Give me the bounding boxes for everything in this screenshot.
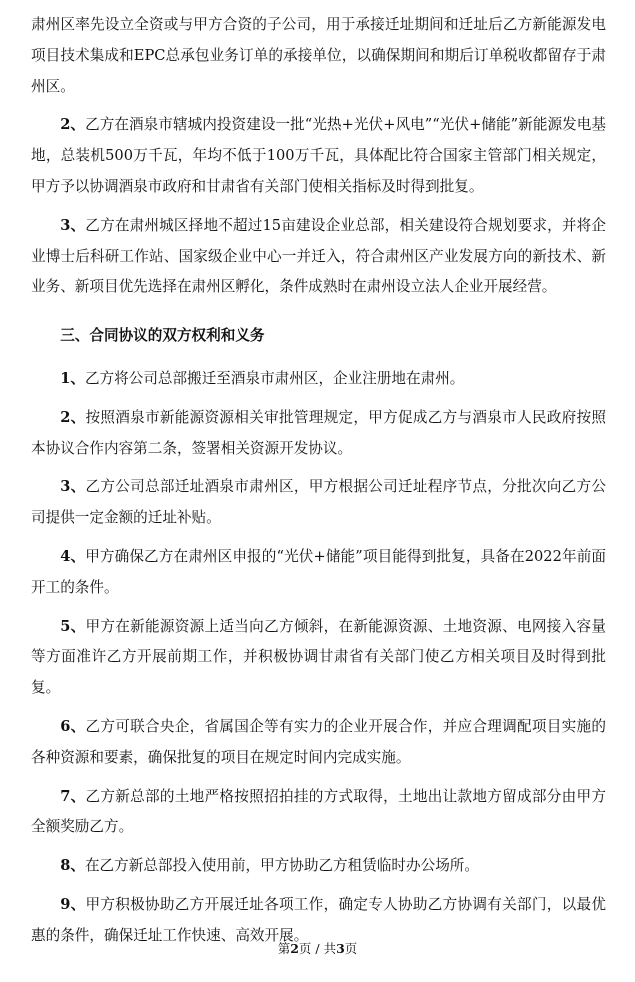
- item-number: 8、: [60, 857, 85, 875]
- item-text: 乙方将公司总部搬迁至酒泉市肃州区，企业注册地在肃州。: [84, 369, 465, 387]
- section3-item-5: [31, 612, 606, 704]
- item-number: 5、: [60, 617, 86, 635]
- item-text: 甲方在新能源资源上适当向乙方倾斜，在新能源资源、土地资源、电网接入容量等方面准许乙方开展前期工作，并积极协调甘肃省有关部门使乙方相关项目及时得到批复。: [31, 617, 606, 697]
- item-text: 按照酒泉市新能源资源相关审批管理规定，甲方促成乙方与酒泉市人民政府按照本协议合作内容第二条，签署相关资源开发协议。: [31, 408, 606, 457]
- current-page-number: 2: [290, 941, 299, 956]
- section3-item-6: [31, 712, 606, 774]
- item-text: 甲方确保乙方在肃州区申报的“光伏+储能”项目能得到批复，具备在2022年前面开工的条件。: [31, 547, 607, 596]
- section3-item-4: [31, 542, 606, 604]
- item-number: 7、: [60, 787, 86, 805]
- item-number: 2、: [60, 408, 86, 426]
- intro-paragraph: 肃州区率先设立全资或与甲方合资的子公司，用于承接迁址期间和迁址后乙方新能源发电项目技术集成和EPC总承包业务订单的承接单位，以确保期间和期后订单税收都留存于肃州区。: [31, 16, 606, 95]
- item-number: 3、: [60, 478, 86, 496]
- item-number: 2、: [60, 116, 86, 134]
- item-text: 乙方在酒泉市辖城内投资建设一批“光热+光伏+风电”“光伏+储能”新能源发电基地，总装机500万千瓦，年均不低于100万千瓦，具体配比符合国家主管部门相关规定，甲方予以协调酒泉市政府和甘肃省有关部门使相关指标及时得到批复。: [31, 116, 607, 195]
- item-number: 9、: [60, 895, 86, 913]
- section3-item-2: [31, 403, 606, 465]
- document-body: [31, 10, 606, 952]
- footer-suffix: 页: [344, 941, 358, 956]
- footer-middle: 页 / 共: [298, 941, 337, 956]
- item-text: 乙方可联合央企，省属国企等有实力的企业开展合作，并应合理调配项目实施的各种资源和要素，确保批复的项目在规定时间内完成实施。: [31, 717, 606, 766]
- item-text: 乙方公司总部迁址酒泉市肃州区，甲方根据公司迁址程序节点，分批次向乙方公司提供一定金额的迁址补贴。: [31, 478, 606, 527]
- item-number: 4、: [60, 547, 86, 565]
- item-text: 乙方在肃州城区择地不超过15亩建设企业总部，相关建设符合规划要求，并将企业博士后科研工作站、国家级企业中心一并迁入，符合肃州区产业发展方向的新技术、新业务、新项目优先选择在肃州区孵化，条件成熟时在肃州设立法人企业开展经营。: [31, 216, 607, 296]
- section3-item-3: [31, 472, 606, 534]
- section3-heading: 三、合同协议的双方权利和义务: [60, 327, 265, 345]
- section2-item-2: [31, 110, 606, 202]
- item-number: 1、: [60, 369, 85, 387]
- item-text: 在乙方新总部投入使用前，甲方协助乙方租赁临时办公场所。: [84, 857, 479, 875]
- page-footer: [0, 941, 635, 957]
- item-number: 6、: [60, 717, 86, 735]
- item-text: 甲方积极协助乙方开展迁址各项工作，确定专人协助乙方协调有关部门，以最优惠的条件，确保迁址工作快速、高效开展。: [31, 895, 606, 944]
- section3-item-1: [31, 364, 606, 395]
- footer-prefix: 第: [277, 941, 291, 956]
- item-number: 3、: [60, 216, 86, 234]
- item-text: 乙方新总部的土地严格按照招拍挂的方式取得，土地出让款地方留成部分由甲方全额奖励乙方。: [31, 787, 606, 836]
- section3-item-8: [31, 851, 606, 882]
- total-page-number: 3: [336, 941, 345, 956]
- section2-item-3: [31, 211, 606, 303]
- section3-item-7: [31, 782, 606, 844]
